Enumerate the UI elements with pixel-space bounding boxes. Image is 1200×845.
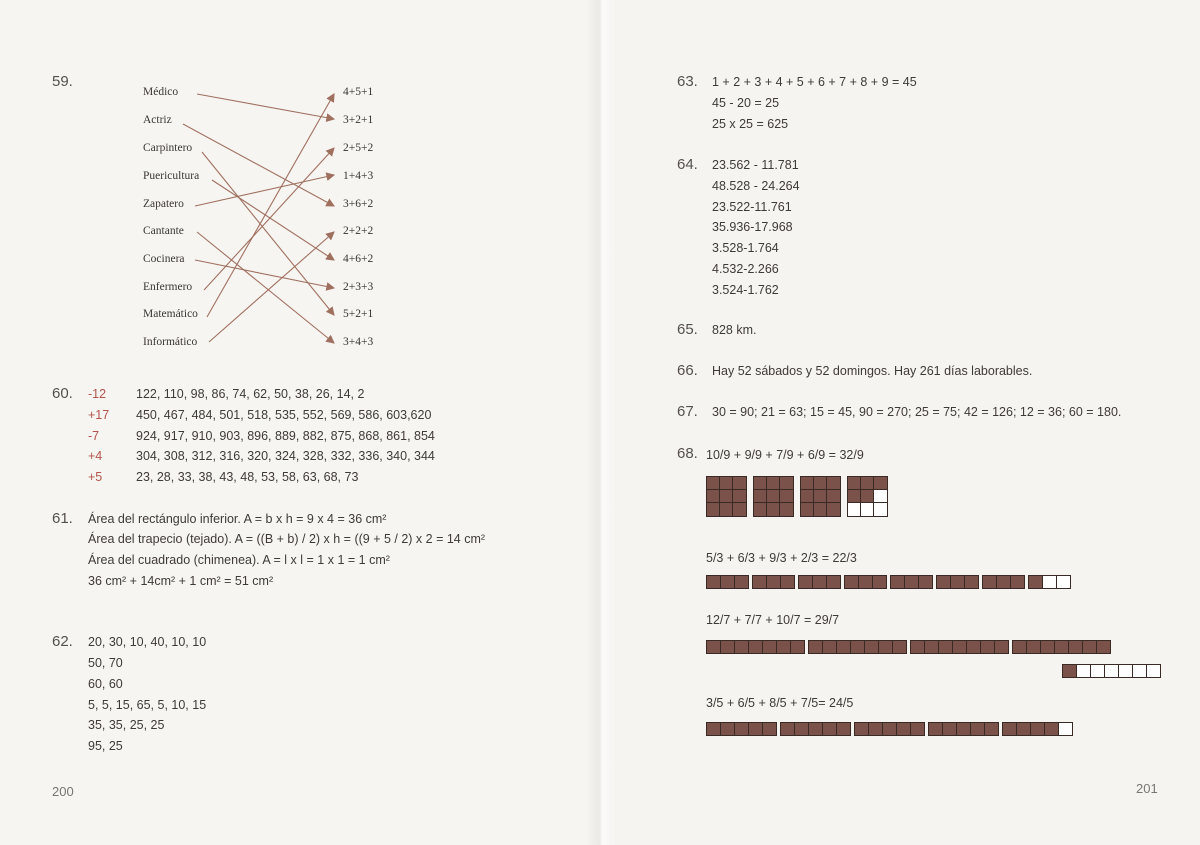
q68-number: 68. [677,445,698,462]
ninths-square-4 [847,476,888,517]
sum-5: 3+6+2 [343,198,374,210]
q60-step-4: +4 [88,449,103,463]
profession-enfermero: Enfermero [143,281,193,293]
sevenths-bar-row-2 [1062,664,1161,678]
arrow-cantante [197,232,334,343]
q68-equation-3: 12/7 + 7/7 + 10/7 = 29/7 [706,613,840,627]
sum-6: 2+2+2 [343,225,374,237]
ninths-square-1 [706,476,747,517]
sum-2: 3+2+1 [343,114,374,126]
arrow-zapatero [195,175,334,206]
matching-arrows [0,0,600,400]
profession-zapatero: Zapatero [143,198,184,210]
q63-line-1: 1 + 2 + 3 + 4 + 5 + 6 + 7 + 8 + 9 = 45 [712,75,917,89]
q62-line-1: 20, 30, 10, 40, 10, 10 [88,635,207,649]
q64-line-1: 23.562 - 11.781 [712,158,799,172]
q63-line-3: 25 x 25 = 625 [712,117,789,131]
q64-line-5: 3.528-1.764 [712,241,779,255]
sum-8: 2+3+3 [343,281,374,293]
profession-puericultura: Puericultura [143,170,200,182]
q64-number: 64. [677,156,698,173]
q64-line-7: 3.524-1.762 [712,283,779,297]
q60-seq-4: 304, 308, 312, 316, 320, 324, 328, 332, 336, 340, 344 [136,449,435,463]
q66-number: 66. [677,362,698,379]
q65-text: 828 km. [712,323,757,337]
q62-line-3: 60, 60 [88,677,123,691]
q62-line-2: 50, 70 [88,656,123,670]
profession-carpintero: Carpintero [143,142,193,154]
q64-line-2: 48.528 - 24.264 [712,179,800,193]
right-page [600,0,1200,845]
q60-step-1: -12 [88,387,107,401]
q68-equation-4: 3/5 + 6/5 + 8/5 + 7/5= 24/5 [706,696,854,710]
profession-cocinera: Cocinera [143,253,185,265]
q64-line-3: 23.522-11.761 [712,200,792,214]
q60-seq-5: 23, 28, 33, 38, 43, 48, 53, 58, 63, 68, 73 [136,470,359,484]
q60-number: 60. [52,385,73,402]
q66-text: Hay 52 sábados y 52 domingos. Hay 261 días laborables. [712,364,1033,378]
q60-seq-2: 450, 467, 484, 501, 518, 535, 552, 569, 586, 603,620 [136,408,432,422]
sum-7: 4+6+2 [343,253,374,265]
arrow-informatico [209,232,334,342]
profession-cantante: Cantante [143,225,184,237]
sum-1: 4+5+1 [343,86,374,98]
q62-line-5: 35, 35, 25, 25 [88,718,165,732]
q64-line-6: 4.532-2.266 [712,262,779,276]
sum-3: 2+5+2 [343,142,374,154]
profession-informatico: Informático [143,336,198,348]
sum-9: 5+2+1 [343,308,374,320]
page-number-right: 201 [1136,781,1158,796]
q61-line-1: Área del rectángulo inferior. A = b x h = 9 x 4 = 36 cm² [88,512,387,526]
q63-number: 63. [677,73,698,90]
q60-seq-3: 924, 917, 910, 903, 896, 889, 882, 875, 868, 861, 854 [136,429,435,443]
sum-10: 3+4+3 [343,336,374,348]
q67-text: 30 = 90; 21 = 63; 15 = 45, 90 = 270; 25 = 75; 42 = 126; 12 = 36; 60 = 180. [712,405,1122,419]
thirds-bar [706,575,1071,589]
q62-number: 62. [52,633,73,650]
sum-4: 1+4+3 [343,170,374,182]
q67-number: 67. [677,403,698,420]
ninths-square-2 [753,476,794,517]
q63-line-2: 45 - 20 = 25 [712,96,780,110]
q60-step-3: -7 [88,429,100,443]
profession-actriz: Actriz [143,114,172,126]
profession-medico: Médico [143,86,179,98]
q60-step-5: +5 [88,470,103,484]
fifths-bar [706,722,1073,736]
sevenths-bar-row-1 [706,640,1111,654]
q61-number: 61. [52,510,73,527]
q68-equation-2: 5/3 + 6/3 + 9/3 + 2/3 = 22/3 [706,551,857,565]
profession-matematico: Matemático [143,308,198,320]
q62-line-6: 95, 25 [88,739,123,753]
arrow-cocinera [195,260,334,288]
q68-equation-1: 10/9 + 9/9 + 7/9 + 6/9 = 32/9 [706,448,864,462]
q59-number: 59. [52,73,73,90]
q65-number: 65. [677,321,698,338]
arrow-medico [197,94,334,119]
q61-line-3: Área del cuadrado (chimenea). A = l x l = 1 x 1 = 1 cm² [88,553,390,567]
q64-line-4: 35.936-17.968 [712,220,793,234]
q61-line-4: 36 cm² + 14cm² + 1 cm² = 51 cm² [88,574,274,588]
ninths-square-3 [800,476,841,517]
q60-seq-1: 122, 110, 98, 86, 74, 62, 50, 38, 26, 14, 2 [136,387,365,401]
q62-line-4: 5, 5, 15, 65, 5, 10, 15 [88,698,207,712]
q61-line-2: Área del trapecio (tejado). A = ((B + b) / 2) x h = ((9 + 5 / 2) x 2 = 14 cm² [88,532,486,546]
arrow-enfermero [204,148,334,290]
arrow-actriz [183,124,334,206]
page-number-left: 200 [52,784,74,799]
q60-step-2: +17 [88,408,110,422]
arrow-matematico [207,94,334,317]
